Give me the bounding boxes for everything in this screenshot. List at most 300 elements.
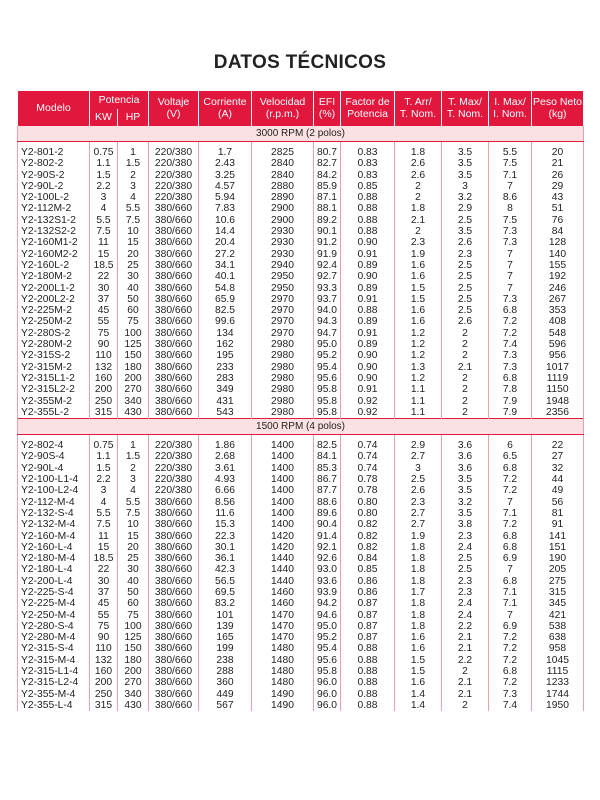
- cell-kw: 110: [90, 643, 118, 654]
- cell-t-arr: 2.7: [395, 519, 442, 530]
- cell-i-max: 8: [489, 203, 532, 214]
- cell-weight: 43: [532, 192, 584, 203]
- cell-model: Y2-160-M-4: [18, 531, 90, 542]
- cell-current: 8.56: [199, 497, 252, 508]
- cell-t-arr: 1.4: [395, 700, 442, 711]
- cell-kw: 200: [90, 677, 118, 688]
- cell-kw: 1.5: [90, 170, 118, 181]
- cell-voltage: 380/660: [149, 689, 199, 700]
- cell-speed: 1470: [252, 621, 314, 632]
- table-row: [18, 666, 584, 677]
- cell-efficiency: 80.7: [314, 147, 341, 158]
- cell-voltage: 380/660: [149, 350, 199, 361]
- cell-i-max: 6.8: [489, 463, 532, 474]
- cell-power-factor: 0.84: [341, 553, 395, 564]
- cell-hp: 270: [118, 384, 149, 395]
- cell-t-max: 2.3: [442, 249, 489, 260]
- header-factor-potencia: [341, 91, 395, 126]
- cell-model: Y2-355L-2: [18, 407, 90, 419]
- header-factor-label-2: Potencia: [347, 108, 388, 120]
- cell-power-factor: 0.91: [341, 249, 395, 260]
- cell-power-factor: 0.88: [341, 215, 395, 226]
- cell-i-max: 6.8: [489, 576, 532, 587]
- cell-efficiency: 85.9: [314, 181, 341, 192]
- cell-model: Y2-315M-2: [18, 362, 90, 373]
- cell-kw: 315: [90, 700, 118, 711]
- cell-power-factor: 0.88: [341, 689, 395, 700]
- cell-efficiency: 95.8: [314, 666, 341, 677]
- cell-t-max: 2: [442, 373, 489, 384]
- cell-speed: 1420: [252, 542, 314, 553]
- cell-efficiency: 95.4: [314, 362, 341, 373]
- cell-efficiency: 84.1: [314, 451, 341, 462]
- cell-t-arr: 1.1: [395, 384, 442, 395]
- cell-t-max: 2.1: [442, 677, 489, 688]
- cell-power-factor: 0.83: [341, 158, 395, 169]
- cell-t-max: 2.4: [442, 610, 489, 621]
- cell-model: Y2-112M-2: [18, 203, 90, 214]
- cell-voltage: 380/660: [149, 407, 199, 419]
- cell-speed: 1480: [252, 643, 314, 654]
- cell-speed: 2930: [252, 249, 314, 260]
- cell-model: Y2-100L-2: [18, 192, 90, 203]
- cell-hp: 20: [118, 542, 149, 553]
- cell-i-max: 7.1: [489, 598, 532, 609]
- cell-kw: 30: [90, 283, 118, 294]
- cell-current: 233: [199, 362, 252, 373]
- cell-t-max: 2.4: [442, 598, 489, 609]
- cell-hp: 2: [118, 170, 149, 181]
- cell-weight: 548: [532, 328, 584, 339]
- table-row: [18, 542, 584, 553]
- cell-t-max: 2: [442, 396, 489, 407]
- cell-t-arr: 1.9: [395, 531, 442, 542]
- cell-model: Y2-200-L-4: [18, 576, 90, 587]
- cell-model: Y2-180M-2: [18, 271, 90, 282]
- cell-speed: 2980: [252, 384, 314, 395]
- cell-t-arr: 1.9: [395, 249, 442, 260]
- cell-t-max: 3.6: [442, 451, 489, 462]
- cell-model: Y2-315S-2: [18, 350, 90, 361]
- cell-t-max: 2.2: [442, 655, 489, 666]
- header-kw: KW: [90, 109, 118, 126]
- cell-efficiency: 95.8: [314, 396, 341, 407]
- table-row: [18, 497, 584, 508]
- cell-kw: 37: [90, 587, 118, 598]
- cell-hp: 40: [118, 283, 149, 294]
- cell-t-max: 2.1: [442, 362, 489, 373]
- cell-kw: 55: [90, 316, 118, 327]
- table-row: [18, 689, 584, 700]
- cell-t-arr: 2: [395, 181, 442, 192]
- cell-hp: 340: [118, 396, 149, 407]
- cell-current: 22.3: [199, 531, 252, 542]
- cell-power-factor: 0.92: [341, 396, 395, 407]
- cell-kw: 15: [90, 542, 118, 553]
- cell-model: Y2-90S-2: [18, 170, 90, 181]
- cell-model: Y2-132-S-4: [18, 508, 90, 519]
- cell-speed: 2825: [252, 147, 314, 158]
- header-voltaje-unit: (V): [166, 108, 181, 120]
- cell-i-max: 6.9: [489, 553, 532, 564]
- cell-t-arr: 1.1: [395, 407, 442, 419]
- cell-power-factor: 0.87: [341, 632, 395, 643]
- cell-i-max: 7.4: [489, 700, 532, 711]
- cell-efficiency: 88.6: [314, 497, 341, 508]
- cell-efficiency: 95.4: [314, 643, 341, 654]
- table-row: [18, 147, 584, 158]
- cell-i-max: 7.1: [489, 508, 532, 519]
- cell-efficiency: 95.6: [314, 655, 341, 666]
- cell-current: 199: [199, 643, 252, 654]
- cell-weight: 29: [532, 181, 584, 192]
- cell-i-max: 7.8: [489, 384, 532, 395]
- cell-t-arr: 1.6: [395, 316, 442, 327]
- cell-current: 99.6: [199, 316, 252, 327]
- cell-i-max: 7.3: [489, 689, 532, 700]
- cell-power-factor: 0.89: [341, 316, 395, 327]
- cell-kw: 75: [90, 328, 118, 339]
- cell-power-factor: 0.80: [341, 508, 395, 519]
- cell-hp: 15: [118, 531, 149, 542]
- cell-voltage: 380/660: [149, 576, 199, 587]
- cell-t-arr: 2: [395, 226, 442, 237]
- table-row: [18, 237, 584, 248]
- cell-model: Y2-315L2-2: [18, 384, 90, 395]
- cell-t-arr: 1.8: [395, 576, 442, 587]
- cell-kw: 3: [90, 485, 118, 496]
- cell-kw: 37: [90, 294, 118, 305]
- cell-speed: 1480: [252, 655, 314, 666]
- cell-hp: 430: [118, 407, 149, 419]
- cell-kw: 45: [90, 598, 118, 609]
- table-row: [18, 576, 584, 587]
- table-row: [18, 610, 584, 621]
- cell-efficiency: 95.2: [314, 632, 341, 643]
- cell-efficiency: 95.8: [314, 407, 341, 419]
- cell-voltage: 380/660: [149, 700, 199, 711]
- cell-efficiency: 94.6: [314, 610, 341, 621]
- cell-t-arr: 1.8: [395, 542, 442, 553]
- cell-power-factor: 0.78: [341, 474, 395, 485]
- cell-power-factor: 0.88: [341, 655, 395, 666]
- header-peso-label-1: Peso Neto: [532, 96, 583, 108]
- cell-voltage: 380/660: [149, 531, 199, 542]
- cell-i-max: 7.2: [489, 643, 532, 654]
- cell-current: 195: [199, 350, 252, 361]
- cell-model: Y2-355-M-4: [18, 689, 90, 700]
- cell-hp: 50: [118, 294, 149, 305]
- cell-model: Y2-250-M-4: [18, 610, 90, 621]
- section-title: 1500 RPM (4 polos): [18, 419, 584, 435]
- cell-i-max: 7.2: [489, 485, 532, 496]
- cell-weight: 27: [532, 451, 584, 462]
- cell-i-max: 7.3: [489, 294, 532, 305]
- cell-hp: 1.5: [118, 158, 149, 169]
- cell-power-factor: 0.92: [341, 407, 395, 419]
- cell-current: 238: [199, 655, 252, 666]
- cell-kw: 2.2: [90, 181, 118, 192]
- cell-t-max: 2.5: [442, 283, 489, 294]
- cell-kw: 55: [90, 610, 118, 621]
- cell-efficiency: 95.0: [314, 339, 341, 350]
- cell-efficiency: 93.9: [314, 587, 341, 598]
- cell-current: 27.2: [199, 249, 252, 260]
- cell-model: Y2-180-M-4: [18, 553, 90, 564]
- cell-speed: 2980: [252, 373, 314, 384]
- cell-kw: 160: [90, 666, 118, 677]
- cell-model: Y2-280S-2: [18, 328, 90, 339]
- cell-t-max: 3.5: [442, 485, 489, 496]
- cell-current: 10.6: [199, 215, 252, 226]
- cell-voltage: 380/660: [149, 215, 199, 226]
- cell-current: 162: [199, 339, 252, 350]
- cell-weight: 20: [532, 147, 584, 158]
- cell-voltage: 380/660: [149, 226, 199, 237]
- cell-t-arr: 1.6: [395, 260, 442, 271]
- cell-model: Y2-315L1-2: [18, 373, 90, 384]
- cell-t-arr: 2.6: [395, 158, 442, 169]
- cell-weight: 192: [532, 271, 584, 282]
- cell-efficiency: 93.0: [314, 564, 341, 575]
- table-row: [18, 564, 584, 575]
- technical-data-table: [17, 91, 584, 711]
- header-corriente-unit: (A): [218, 108, 232, 120]
- cell-efficiency: 95.6: [314, 373, 341, 384]
- header-efi-label: EFI: [318, 96, 336, 108]
- cell-i-max: 7.2: [489, 519, 532, 530]
- cell-power-factor: 0.83: [341, 170, 395, 181]
- cell-t-arr: 1.6: [395, 271, 442, 282]
- cell-t-max: 2.5: [442, 564, 489, 575]
- cell-kw: 5.5: [90, 215, 118, 226]
- cell-model: Y2-801-2: [18, 147, 90, 158]
- cell-efficiency: 94.3: [314, 316, 341, 327]
- cell-voltage: 380/660: [149, 587, 199, 598]
- cell-t-arr: 1.6: [395, 677, 442, 688]
- cell-voltage: 380/660: [149, 598, 199, 609]
- table-row: [18, 485, 584, 496]
- cell-weight: 22: [532, 440, 584, 451]
- cell-speed: 2970: [252, 328, 314, 339]
- cell-t-max: 2.5: [442, 305, 489, 316]
- cell-kw: 45: [90, 305, 118, 316]
- cell-current: 7.83: [199, 203, 252, 214]
- cell-t-max: 2.6: [442, 316, 489, 327]
- cell-voltage: 380/660: [149, 249, 199, 260]
- cell-current: 11.6: [199, 508, 252, 519]
- cell-efficiency: 91.9: [314, 249, 341, 260]
- cell-efficiency: 94.7: [314, 328, 341, 339]
- cell-power-factor: 0.83: [341, 147, 395, 158]
- cell-weight: 1950: [532, 700, 584, 711]
- cell-current: 6.66: [199, 485, 252, 496]
- cell-weight: 205: [532, 564, 584, 575]
- cell-hp: 340: [118, 689, 149, 700]
- cell-current: 1.86: [199, 440, 252, 451]
- cell-current: 4.93: [199, 474, 252, 485]
- cell-t-max: 3.5: [442, 226, 489, 237]
- cell-speed: 1400: [252, 440, 314, 451]
- cell-voltage: 220/380: [149, 170, 199, 181]
- cell-current: 3.25: [199, 170, 252, 181]
- cell-kw: 2.2: [90, 474, 118, 485]
- cell-t-max: 3.8: [442, 519, 489, 530]
- cell-hp: 180: [118, 362, 149, 373]
- cell-model: Y2-315-M-4: [18, 655, 90, 666]
- cell-weight: 155: [532, 260, 584, 271]
- cell-speed: 2970: [252, 294, 314, 305]
- cell-voltage: 380/660: [149, 305, 199, 316]
- header-peso-neto: [532, 91, 584, 126]
- cell-current: 288: [199, 666, 252, 677]
- cell-power-factor: 0.86: [341, 576, 395, 587]
- section-header: [18, 126, 584, 142]
- table-row: [18, 508, 584, 519]
- cell-kw: 3: [90, 192, 118, 203]
- cell-t-arr: 1.8: [395, 564, 442, 575]
- cell-current: 101: [199, 610, 252, 621]
- cell-t-arr: 1.8: [395, 598, 442, 609]
- table-row: [18, 632, 584, 643]
- cell-kw: 7.5: [90, 226, 118, 237]
- cell-t-arr: 1.8: [395, 147, 442, 158]
- cell-kw: 1.1: [90, 451, 118, 462]
- cell-t-max: 2.1: [442, 689, 489, 700]
- cell-power-factor: 0.90: [341, 362, 395, 373]
- cell-t-arr: 1.8: [395, 203, 442, 214]
- cell-t-max: 2.5: [442, 294, 489, 305]
- cell-i-max: 7: [489, 181, 532, 192]
- cell-efficiency: 93.6: [314, 576, 341, 587]
- cell-power-factor: 0.88: [341, 677, 395, 688]
- cell-speed: 1400: [252, 485, 314, 496]
- cell-kw: 315: [90, 407, 118, 419]
- cell-current: 65.9: [199, 294, 252, 305]
- cell-model: Y2-160L-2: [18, 260, 90, 271]
- cell-weight: 151: [532, 542, 584, 553]
- cell-kw: 90: [90, 339, 118, 350]
- cell-hp: 25: [118, 260, 149, 271]
- cell-t-arr: 1.5: [395, 294, 442, 305]
- cell-voltage: 380/660: [149, 260, 199, 271]
- table-row: [18, 384, 584, 395]
- cell-efficiency: 90.4: [314, 519, 341, 530]
- cell-t-arr: 1.3: [395, 362, 442, 373]
- cell-current: 165: [199, 632, 252, 643]
- cell-current: 54.8: [199, 283, 252, 294]
- cell-efficiency: 92.6: [314, 553, 341, 564]
- cell-weight: 141: [532, 531, 584, 542]
- cell-speed: 2840: [252, 170, 314, 181]
- cell-kw: 4: [90, 203, 118, 214]
- cell-speed: 2840: [252, 158, 314, 169]
- cell-hp: 180: [118, 655, 149, 666]
- cell-efficiency: 86.7: [314, 474, 341, 485]
- cell-current: 3.61: [199, 463, 252, 474]
- cell-i-max: 7.3: [489, 350, 532, 361]
- cell-hp: 25: [118, 553, 149, 564]
- cell-model: Y2-132S2-2: [18, 226, 90, 237]
- cell-kw: 200: [90, 384, 118, 395]
- table-row: [18, 226, 584, 237]
- cell-t-max: 3.6: [442, 440, 489, 451]
- page-title: DATOS TÉCNICOS: [213, 52, 387, 73]
- cell-voltage: 380/660: [149, 643, 199, 654]
- cell-weight: 958: [532, 643, 584, 654]
- cell-efficiency: 87.7: [314, 485, 341, 496]
- cell-current: 36.1: [199, 553, 252, 564]
- cell-t-max: 2.5: [442, 553, 489, 564]
- cell-t-max: 2.1: [442, 643, 489, 654]
- cell-efficiency: 85.3: [314, 463, 341, 474]
- table-row: [18, 328, 584, 339]
- cell-voltage: 380/660: [149, 328, 199, 339]
- cell-voltage: 380/660: [149, 632, 199, 643]
- cell-model: Y2-200L1-2: [18, 283, 90, 294]
- cell-t-max: 2: [442, 328, 489, 339]
- cell-voltage: 380/660: [149, 666, 199, 677]
- cell-model: Y2-132S1-2: [18, 215, 90, 226]
- cell-i-max: 7.3: [489, 362, 532, 373]
- table-row: [18, 192, 584, 203]
- cell-current: 543: [199, 407, 252, 419]
- table-row: [18, 407, 584, 419]
- cell-t-max: 3.5: [442, 170, 489, 181]
- header-peso-label-2: (kg): [548, 108, 567, 120]
- cell-hp: 4: [118, 485, 149, 496]
- cell-speed: 2950: [252, 283, 314, 294]
- cell-kw: 250: [90, 396, 118, 407]
- cell-power-factor: 0.88: [341, 192, 395, 203]
- cell-voltage: 380/660: [149, 542, 199, 553]
- cell-power-factor: 0.88: [341, 226, 395, 237]
- cell-weight: 32: [532, 463, 584, 474]
- cell-speed: 2980: [252, 407, 314, 419]
- cell-power-factor: 0.87: [341, 598, 395, 609]
- cell-hp: 20: [118, 249, 149, 260]
- cell-model: Y2-225M-2: [18, 305, 90, 316]
- cell-efficiency: 91.4: [314, 531, 341, 542]
- cell-voltage: 220/380: [149, 158, 199, 169]
- cell-hp: 60: [118, 598, 149, 609]
- cell-model: Y2-180-L-4: [18, 564, 90, 575]
- cell-i-max: 7.2: [489, 632, 532, 643]
- table-row: [18, 373, 584, 384]
- cell-weight: 421: [532, 610, 584, 621]
- cell-efficiency: 94.2: [314, 598, 341, 609]
- cell-model: Y2-225-S-4: [18, 587, 90, 598]
- table-row: [18, 339, 584, 350]
- cell-hp: 75: [118, 610, 149, 621]
- cell-voltage: 380/660: [149, 283, 199, 294]
- cell-speed: 1400: [252, 519, 314, 530]
- cell-voltage: 220/380: [149, 181, 199, 192]
- cell-kw: 1.1: [90, 158, 118, 169]
- cell-model: Y2-355-L-4: [18, 700, 90, 711]
- cell-voltage: 220/380: [149, 463, 199, 474]
- cell-efficiency: 90.1: [314, 226, 341, 237]
- cell-model: Y2-160M1-2: [18, 237, 90, 248]
- header-t-arr-label-1: T. Arr/: [404, 96, 432, 108]
- table-row: [18, 249, 584, 260]
- table-row: [18, 271, 584, 282]
- cell-efficiency: 82.7: [314, 158, 341, 169]
- cell-current: 134: [199, 328, 252, 339]
- cell-kw: 250: [90, 689, 118, 700]
- cell-weight: 596: [532, 339, 584, 350]
- header-voltaje: [149, 91, 199, 126]
